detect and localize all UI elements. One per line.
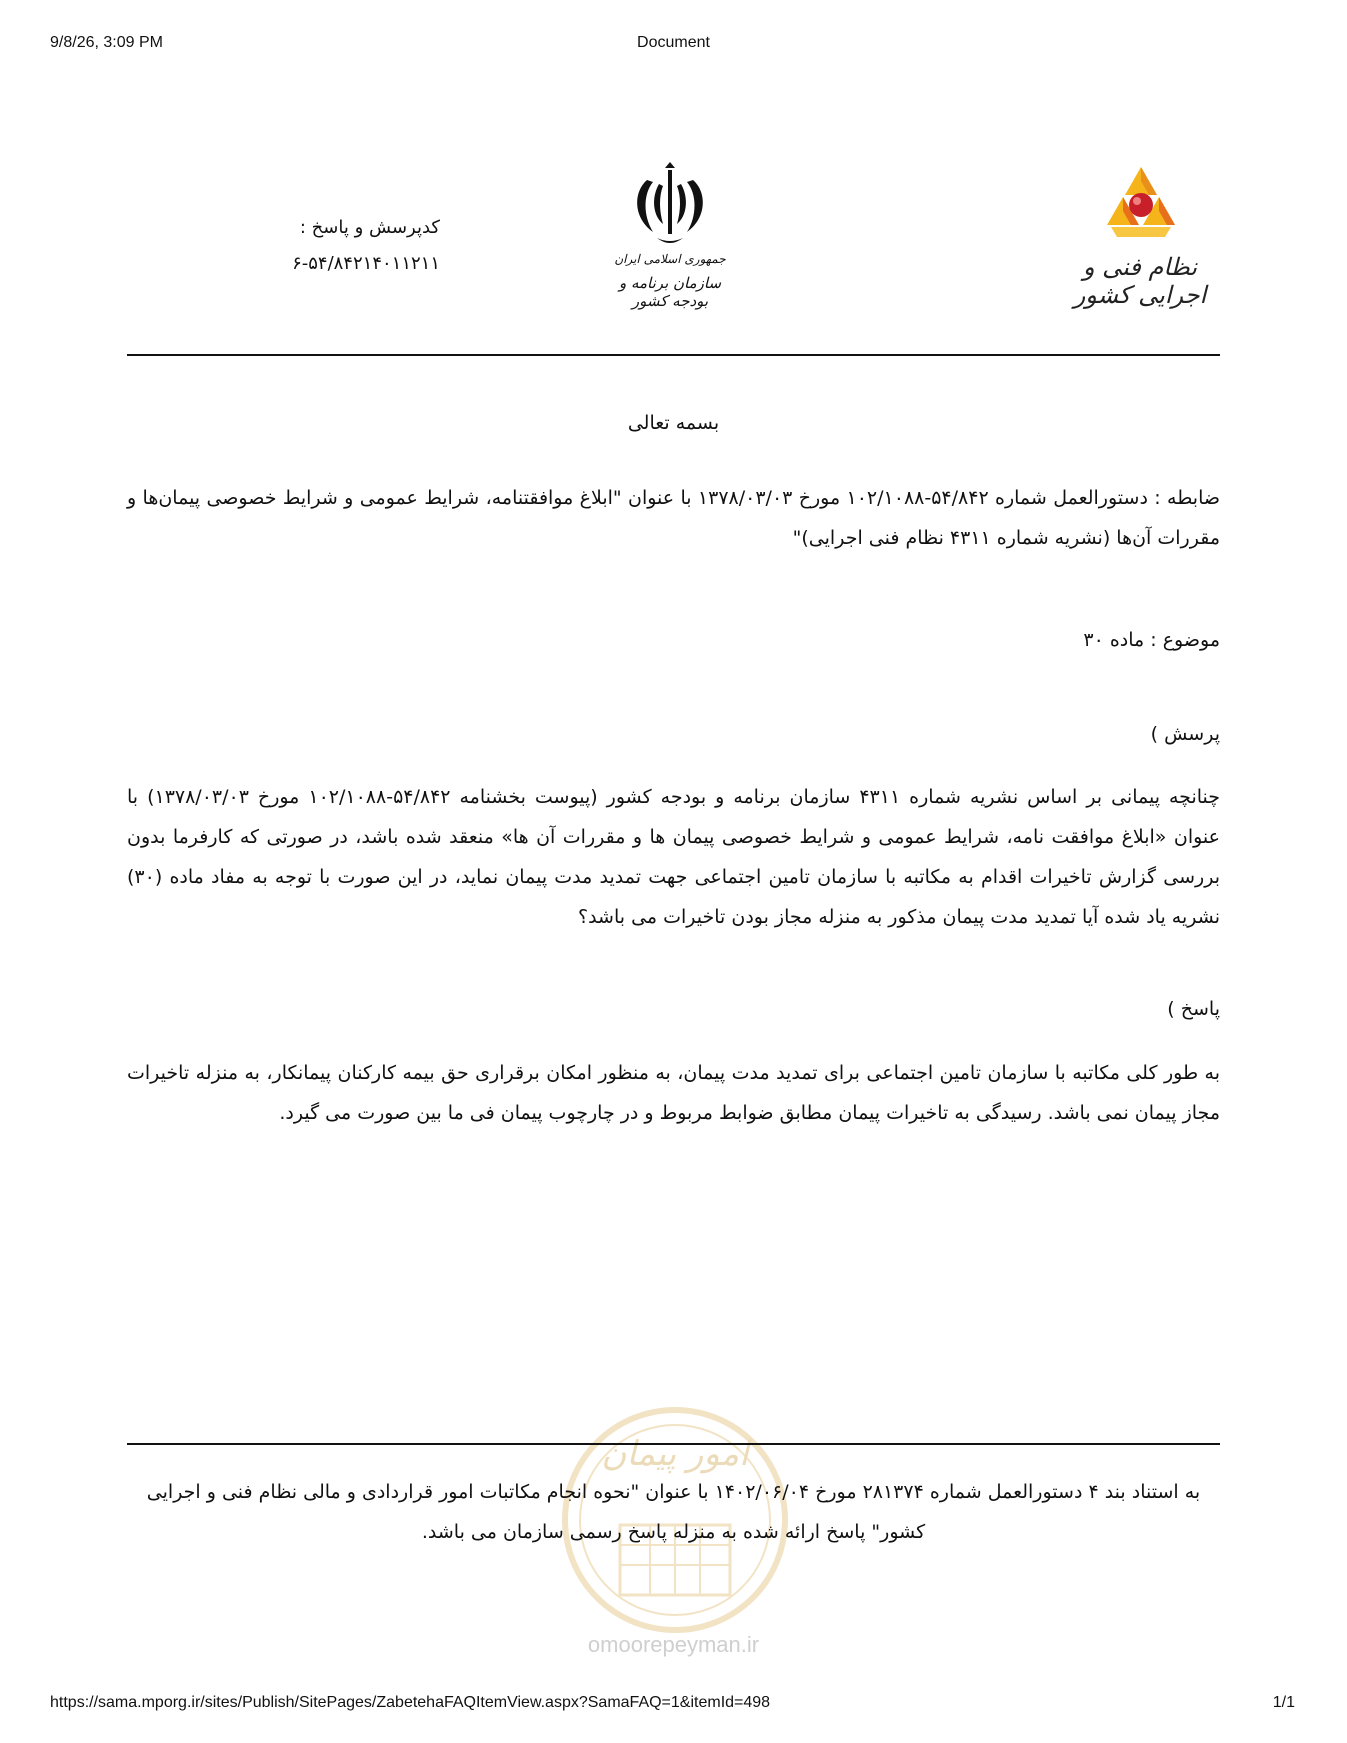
qa-code-value: ۶-۵۴/۸۴۲۱۴۰۱۱۲۱۱ [292, 253, 440, 274]
emblem-line-republic: جمهوری اسلامی ایران [614, 252, 726, 266]
print-document-title: Document [637, 34, 710, 51]
question-text: چنانچه پیمانی بر اساس نشریه شماره ۴۳۱۱ سازمان برنامه و بودجه کشور (پیوست بخشنامه ۵۴/۸۴۲-۱۰۲/۱۰۸۸ مورخ ۱۳۷۸/۰۳/۰۳) با عنوان «ابلاغ موافقت نامه، شرایط عمومی و شرایط خصوصی پیمان ها و مقررات آن ها» منعقد شده باشد، در صورتی که کارفرما بدون بررسی گزارش تاخیرات اقدام به مکاتبه با سازمان تامین اجتماعی جهت تمدید مدت پیمان نماید، در این صورت با توجه به مفاد ماده (۳۰) نشریه یاد شده آیا تمدید مدت پیمان مذکور به منزله مجاز بودن تاخیرات می باشد؟ [127, 786, 1220, 928]
print-page-number: 1/1 [1272, 1694, 1295, 1711]
government-emblem [605, 160, 735, 310]
subject-line: موضوع : ماده ۳۰ [1083, 629, 1220, 651]
technical-system-logo [1065, 165, 1215, 309]
regulation-reference: ضابطه : دستورالعمل شماره ۵۴/۸۴۲-۱۰۲/۱۰۸۸ مورخ ۱۳۷۸/۰۳/۰۳ با عنوان "ابلاغ موافقتنامه، شرایط عمومی و شرایط خصوصی پیمان‌ها و مقررات آن‌ها (نشریه شماره ۴۳۱۱ نظام فنی اجرایی)" [127, 487, 1221, 549]
cube-sphere-logo-icon [1101, 165, 1181, 245]
iran-emblem-icon [627, 160, 713, 250]
print-url[interactable]: https://sama.mporg.ir/sites/Publish/SitePages/ZabetehaFAQItemView.aspx?SamaFAQ=1&itemId=498 [50, 1694, 771, 1711]
footer-divider [127, 1443, 1220, 1445]
print-datetime: 9/8/26, 3:09 PM [50, 34, 163, 51]
question-label: پرسش ) [1150, 723, 1220, 745]
basmala-heading: بسمه تعالی [627, 412, 720, 434]
header-divider [127, 354, 1220, 356]
qa-code-block [250, 210, 440, 282]
answer-label: پاسخ ) [1167, 998, 1220, 1020]
answer-text: به طور کلی مکاتبه با سازمان تامین اجتماعی برای تمدید مدت پیمان، به منظور امکان برقراری حق بیمه کارکنان پیمانکار، به منزله تاخیرات مجاز پیمان نمی باشد. رسیدگی به تاخیرات پیمان مطابق ضوابط مربوط و در چارچوب پیمان فی ما بین صورت می گیرد. [127, 1062, 1220, 1124]
qa-code-label: کدپرسش و پاسخ : [299, 217, 440, 238]
technical-system-logo-text: نظام فنی و اجرایی کشور [1073, 253, 1207, 309]
emblem-line-organization: سازمان برنامه و بودجه کشور [618, 274, 722, 310]
watermark-site-text: omoorepeyman.ir [587, 1632, 760, 1657]
official-response-note: به استناد بند ۴ دستورالعمل شماره ۲۸۱۳۷۴ مورخ ۱۴۰۲/۰۶/۰۴ با عنوان "نحوه انجام مکاتبات امور قراردادی و مالی نظام فنی و اجرایی کشور" پاسخ ارائه شده به منزله پاسخ رسمی سازمان می باشد. [146, 1481, 1201, 1543]
watermark-seal-text: امور پیمان [601, 1434, 749, 1474]
